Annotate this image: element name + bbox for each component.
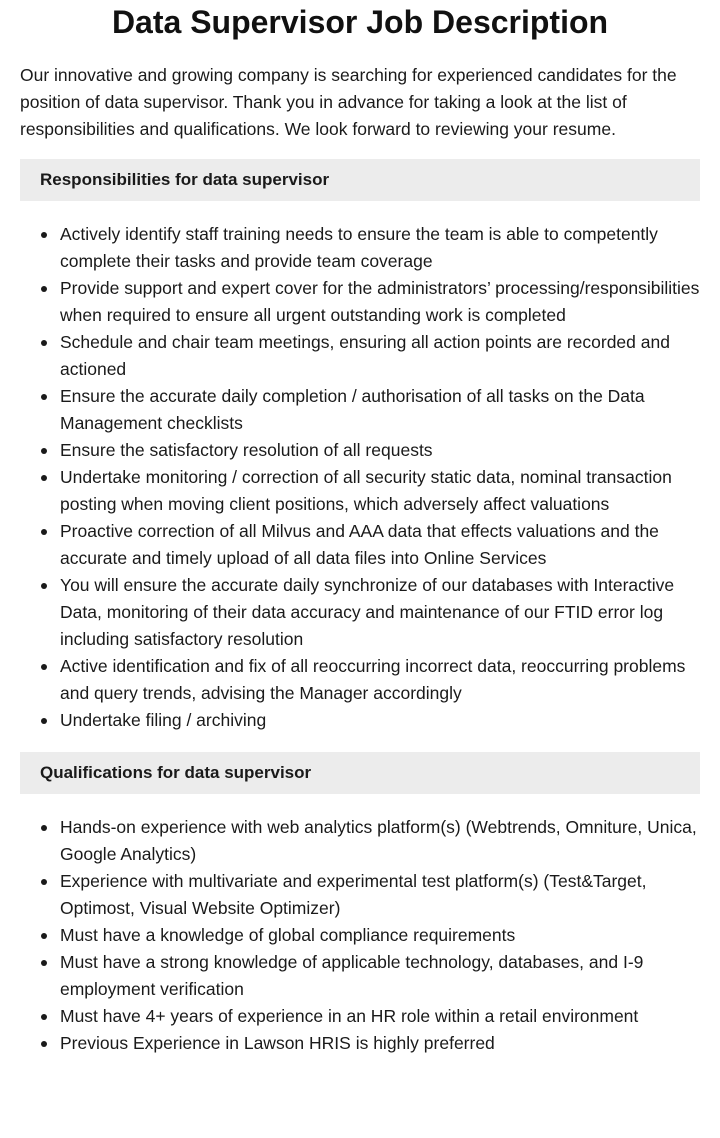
list-item: Active identification and fix of all reoccurring incorrect data, reoccurring problems and query trends, advising the Manager accordingly (60, 653, 700, 707)
list-item: Schedule and chair team meetings, ensuring all action points are recorded and actioned (60, 329, 700, 383)
intro-paragraph: Our innovative and growing company is searching for experienced candidates for the position of data supervisor. Thank you in advance for taking a look at the list of responsibilities and qualifications. We look forward to reviewing your resume. (20, 65, 677, 139)
list-item: You will ensure the accurate daily synchronize of our databases with Interactive Data, monitoring of their data accuracy and maintenance of our FTID error log including satisfactory resolution (60, 572, 700, 653)
qualifications-list (20, 814, 700, 1057)
list-item: Undertake filing / archiving (60, 707, 700, 734)
responsibilities-section-header (20, 159, 700, 201)
list-item: Ensure the accurate daily completion / authorisation of all tasks on the Data Management checklists (60, 383, 700, 437)
list-item: Undertake monitoring / correction of all security static data, nominal transaction posting when moving client positions, which adversely affect valuations (60, 464, 700, 518)
list-item: Experience with multivariate and experimental test platform(s) (Test&Target, Optimost, Visual Website Optimizer) (60, 868, 700, 922)
qualifications-section-header (20, 752, 700, 794)
list-item: Previous Experience in Lawson HRIS is highly preferred (60, 1030, 700, 1057)
list-item: Actively identify staff training needs to ensure the team is able to competently complete their tasks and provide team coverage (60, 221, 700, 275)
list-item: Must have a knowledge of global compliance requirements (60, 922, 700, 949)
list-item: Hands-on experience with web analytics platform(s) (Webtrends, Omniture, Unica, Google Analytics) (60, 814, 700, 868)
list-item: Ensure the satisfactory resolution of all requests (60, 437, 700, 464)
responsibilities-heading: Responsibilities for data supervisor (40, 170, 330, 189)
responsibilities-list (20, 221, 700, 734)
list-item: Provide support and expert cover for the administrators’ processing/responsibilities when required to ensure all urgent outstanding work is completed (60, 275, 700, 329)
list-item: Must have a strong knowledge of applicable technology, databases, and I-9 employment verification (60, 949, 700, 1003)
page-title: Data Supervisor Job Description (111, 4, 609, 40)
list-item: Proactive correction of all Milvus and AAA data that effects valuations and the accurate and timely upload of all data files into Online Services (60, 518, 700, 572)
list-item: Must have 4+ years of experience in an HR role within a retail environment (60, 1003, 700, 1030)
qualifications-heading: Qualifications for data supervisor (40, 763, 312, 782)
